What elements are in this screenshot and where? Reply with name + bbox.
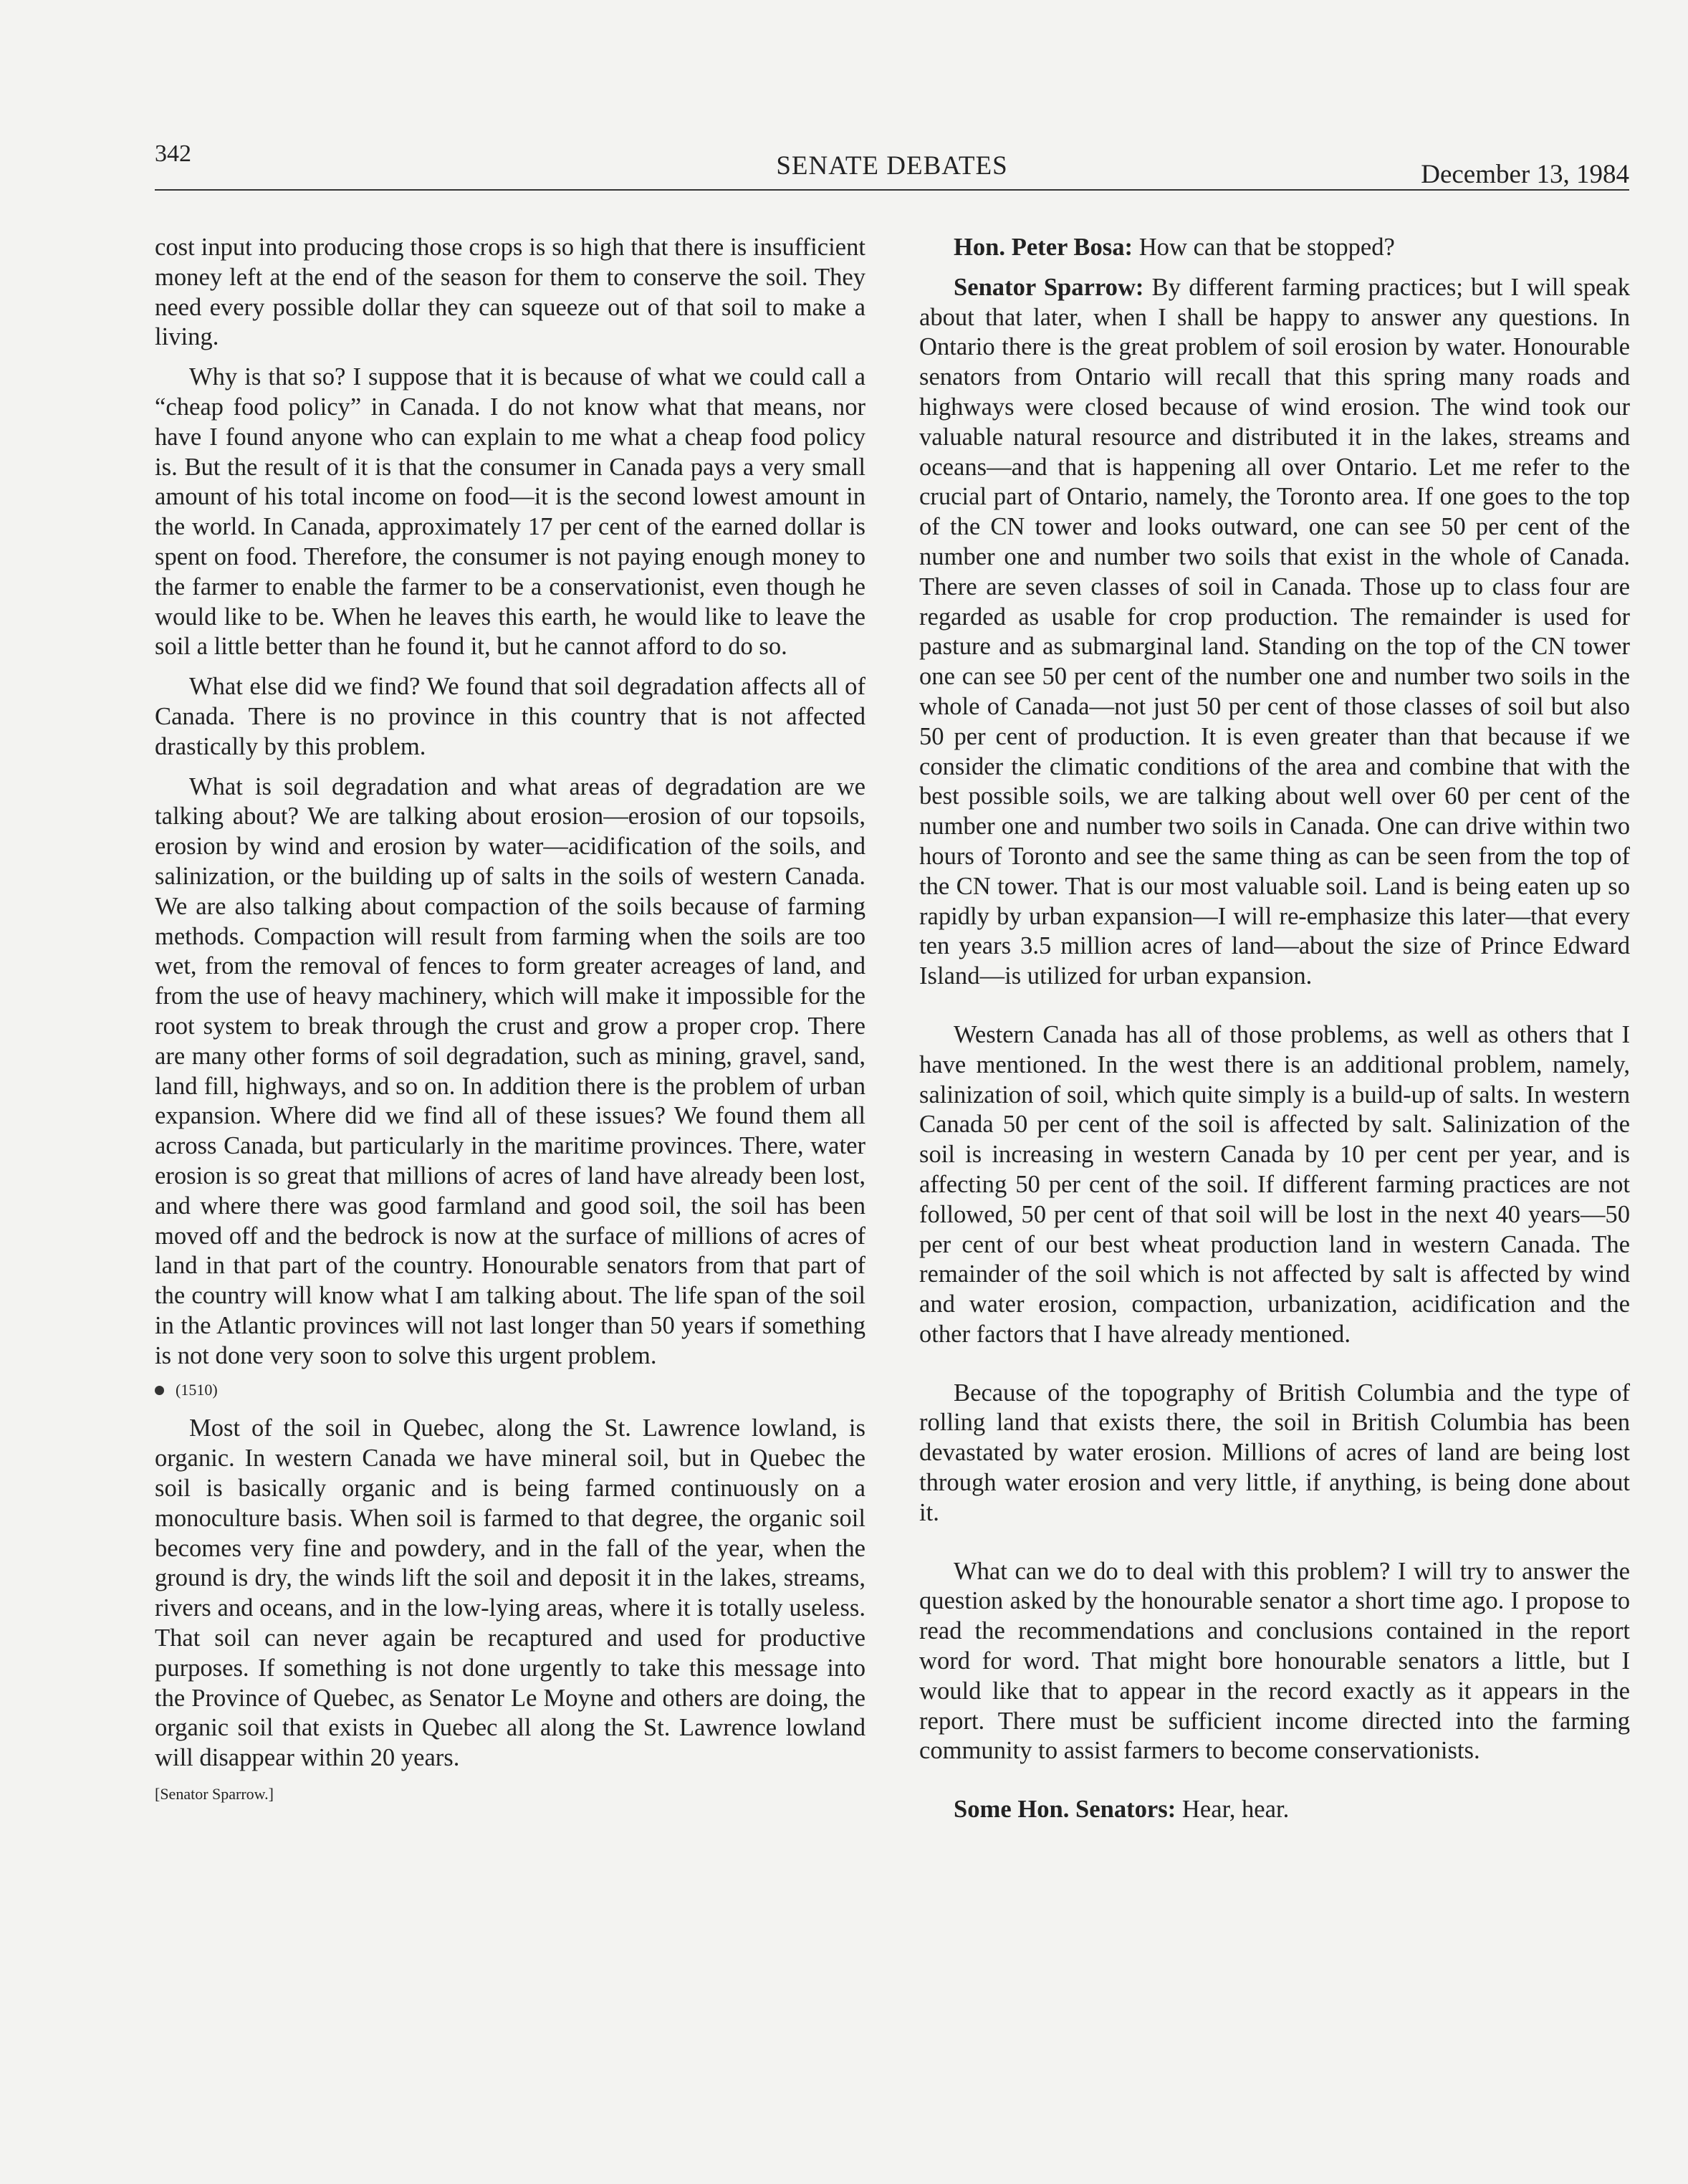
paragraph: cost input into producing those crops is so high that there is insufficient money left at the end of the season for them to conserve the soil. They need every possible dollar they can squeeze out of that soil to make a living. (155, 234, 865, 351)
left-column (155, 233, 865, 1804)
speaker-footnote: [Senator Sparrow.] (155, 1785, 274, 1804)
speech-text: By different farming practices; but I will speak about that later, when I shall be happy to answer any questions. In Ontario there is the great problem of soil erosion by water. Honourable senators from Ontario will recall that this spring many roads and highways were closed because of wind erosion. The wind took our valuable natural resource and distributed it in the lakes, streams and oceans—and that is happening all over Ontario. Let me refer to the crucial part of Ontario, namely, the Toronto area. If one goes to the top of the CN tower and looks outward, one can see 50 per cent of the number one and number two soils that exist in the whole of Canada. There are seven classes of soil in Canada. Those up to class four are regarded as usable for crop production. The remainder is used for pasture and as submarginal land. Standing on the top of the CN tower one can see 50 per cent of the number one and number two soils in the whole of Canada—not just 50 per cent of those classes of soil but also 50 per cent of production. It is even greater than that because if we consider the climatic conditions of the area and combine that with the best possible soils, we are talking about well over 60 per cent of the number one and number two soils in Canada. One can drive within two hours of Toronto and see the same thing as can be seen from the top of the CN tower. That is our most valuable soil. Land is being eaten up so rapidly by urban expansion—I will re-emphasize this later—that every ten years 3.5 million acres of land—about the size of Prince Edward Island—is utilized for urban expansion. (919, 273, 1631, 990)
paragraph: Most of the soil in Quebec, along the St. Lawrence lowland, is organic. In western Canada we have mineral soil, but in Quebec the soil is basically organic and is being farmed continuously on a monoculture basis. When soil is farmed to that degree, the organic soil becomes very fine and powdery, and in the fall of the year, when the ground is dry, the winds lift the soil and deposit it in the lakes, streams, rivers and oceans, and in the low-lying areas, where it is totally useless. That soil can never again be recaptured and used for productive purposes. If something is not done urgently to take this message into the Province of Quebec, as Senator Le Moyne and others are doing, the organic soil that exists in Quebec all along the St. Lawrence lowland will disappear within 20 years. (155, 1414, 865, 1772)
page-number: 342 (155, 140, 191, 167)
running-title: SENATE DEBATES (776, 151, 1008, 181)
paragraph: What else did we find? We found that soil degradation affects all of Canada. There is no province in this country that is not affected drastically by this problem. (155, 673, 865, 760)
header-date: December 13, 1984 (1421, 160, 1629, 189)
time-marker-label: (1510) (176, 1381, 218, 1399)
paragraph: What is soil degradation and what areas of degradation are we talking about? We are talking about erosion—erosion of our topsoils, erosion by wind and erosion by water—acidification of the soils, and salinization, or the building up of salts in the soils of western Canada. We are also talking about compaction of the soils because of farming methods. Compaction will result from farming when the soils are too wet, from the removal of fences to form greater acreages of land, and from the use of heavy machinery, which will make it impossible for the root system to break through the crust and grow a proper crop. There are many other forms of soil degradation, such as mining, gravel, sand, land fill, highways, and so on. In addition there is the problem of urban expansion. Where did we find all of these issues? We found them all across Canada, but particularly in the maritime provinces. There, water erosion is so great that millions of acres of land have already been lost, and where there was good farmland and good soil, the soil has been moved off and the bedrock is now at the surface of millions of acres of land in that part of the country. Honourable senators from that part of the country will know what I am talking about. The life span of the soil in the Atlantic provinces will not last longer than 50 years if something is not done very soon to solve this urgent problem. (155, 772, 865, 1369)
speaker-name: Senator Sparrow: (954, 273, 1144, 301)
speaker-name: Some Hon. Senators: (954, 1796, 1176, 1824)
bullet-icon (155, 1386, 164, 1395)
paragraph: What can we do to deal with this problem? I will try to answer the question asked by the honourable senator a short time ago. I propose to read the recommendations and conclusions contained in the report word for word. That might bore honourable senators a little, but I would like that to appear in the record exactly as it appears in the report. There must be sufficient income directed into the farming community to assist farmers to become conservationists. (919, 1557, 1630, 1765)
time-marker (155, 1381, 865, 1399)
speech-text: Hear, hear. (1181, 1796, 1290, 1824)
speech-text: How can that be stopped? (1138, 234, 1395, 261)
paragraph: Western Canada has all of those problems, as well as others that I have mentioned. In the west there is an additional problem, namely, salinization of soil, which quite simply is a build-up of salts. In western Canada 50 per cent of the soil is affected by salt. Salinization of the soil is increasing in western Canada by 10 per cent per year, and is affecting 50 per cent of the soil. If different farming practices are not followed, 50 per cent of that soil will be lost in the next 40 years—50 per cent of our best wheat production land in western Canada. The remainder of the soil which is not affected by salt is affected by wind and water erosion, compaction, urbanization, acidification and the other factors that I have already mentioned. (919, 1020, 1630, 1348)
paragraph: Why is that so? I suppose that it is because of what we could call a “cheap food policy” in Canada. I do not know what that means, nor have I found anyone who can explain to me what a cheap food policy is. But the result of it is that the consumer in Canada pays a very small amount of his total income on food—it is the second lowest amount in the world. In Canada, approximately 17 per cent of the earned dollar is spent on food. Therefore, the consumer is not paying enough money to the farmer to enable the farmer to be a conservationist, even though he would like to be. When he leaves this earth, he would like to leave the soil a little better than he found it, but he cannot afford to do so. (155, 363, 865, 661)
speech-paragraph (919, 1795, 1630, 1825)
page-header (155, 140, 1629, 191)
speech-paragraph (919, 273, 1630, 992)
right-column (919, 233, 1630, 1835)
paragraph: Because of the topography of British Columbia and the type of rolling land that exists there, the soil in British Columbia has been devastated by water erosion. Millions of acres of land are being lost through water erosion and very little, if anything, is being done about it. (919, 1379, 1630, 1526)
header-rule (155, 189, 1629, 191)
speaker-name: Hon. Peter Bosa: (954, 234, 1133, 261)
speech-paragraph (919, 233, 1630, 263)
